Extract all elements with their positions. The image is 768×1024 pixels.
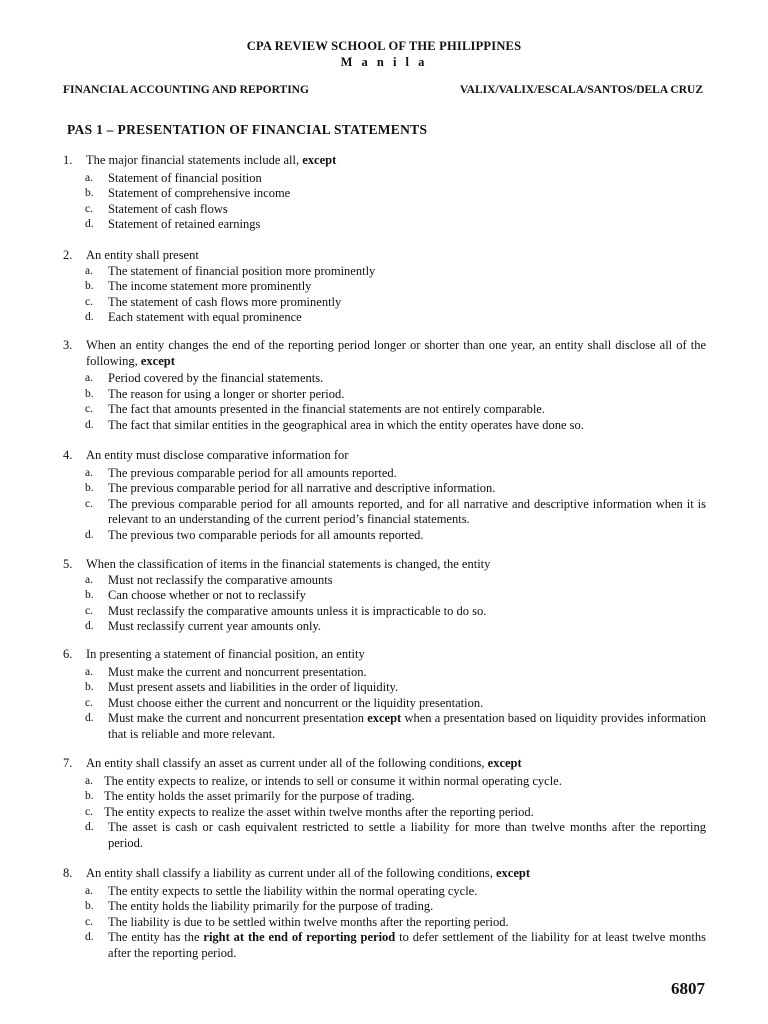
choice-d [63, 418, 706, 434]
question-number: 4. [63, 448, 73, 462]
choice-letter: a. [85, 466, 93, 479]
choice-letter: d. [85, 528, 94, 541]
choice-a [63, 171, 706, 187]
choice-letter: b. [85, 280, 94, 292]
stem-emphasis: except [487, 756, 522, 770]
stem-text: The major financial statements include all, [86, 153, 300, 167]
choice-letter: c. [85, 403, 93, 415]
choice-text: Must reclassify the comparative amounts unless it is impracticable to do so. [108, 603, 487, 618]
choice-b [63, 588, 706, 604]
choice-text: The entity expects to settle the liability within the normal operating cycle. [108, 883, 478, 898]
choice-b [63, 387, 706, 403]
choice-a [63, 264, 706, 280]
stem-text: An entity shall present [86, 248, 199, 262]
choice-c [63, 915, 706, 931]
choice-text: The previous comparable period for all narrative and descriptive information. [108, 481, 496, 495]
choice-text-continued: when a presentation based on liquidity provides information that is reliable and more relevant. [108, 711, 707, 741]
question-stem [63, 338, 706, 369]
choice-text: The liability is due to be settled within twelve months after the reporting period. [108, 914, 509, 929]
choice-letter: b. [85, 900, 94, 912]
choice-letter: a. [85, 171, 93, 184]
stem-emphasis: except [302, 153, 337, 167]
stem-text: An entity shall classify a liability as current under all of the following conditions, [86, 866, 493, 880]
choice-text: The entity holds the asset primarily for the purpose of trading. [104, 789, 415, 803]
choice-letter: d. [85, 821, 94, 833]
choice-a [63, 774, 706, 790]
question-number: 3. [63, 338, 73, 352]
question-stem [63, 248, 706, 264]
choice-emphasis: right at the end of reporting period [203, 930, 396, 944]
choice-text-continued: to defer settlement of the liability for at least twelve months after the reporting period. [108, 930, 707, 960]
choice-letter: d. [85, 311, 94, 323]
question-stem [63, 647, 706, 663]
choice-letter: b. [85, 387, 94, 400]
choice-letter: b. [85, 187, 94, 199]
question-stem [63, 448, 706, 464]
choice-d [63, 619, 706, 635]
question-number: 7. [63, 756, 73, 770]
question-1 [63, 153, 706, 233]
choice-letter: b. [85, 482, 94, 494]
choice-letter: c. [85, 604, 93, 617]
question-2 [63, 248, 706, 326]
choice-letter: b. [85, 790, 94, 802]
choice-text: The fact that similar entities in the geographical area in which the entity operates have done so. [108, 417, 584, 432]
choice-letter: b. [85, 681, 94, 693]
choice-b [63, 680, 706, 696]
choice-d [63, 217, 706, 233]
choice-text: Must reclassify current year amounts only. [108, 619, 322, 633]
choice-letter: d. [85, 931, 94, 943]
choice-letter: c. [85, 696, 93, 709]
choice-letter: c. [85, 805, 93, 818]
question-number: 1. [63, 153, 73, 167]
choice-text: Must make the current and noncurrent presentation [108, 711, 364, 725]
stem-text: When an entity changes the end of the reporting period longer or shorter than one year, an entity shall disclose all of the following, [86, 338, 706, 368]
question-stem [63, 756, 706, 772]
choice-letter: a. [85, 264, 93, 277]
choice-letter: a. [85, 372, 93, 384]
choice-text: Statement of retained earnings [108, 217, 261, 231]
choice-text: Can choose whether or not to reclassify [108, 588, 306, 602]
question-number: 8. [63, 866, 73, 880]
choice-text: The entity expects to realize the asset within twelve months after the reporting period. [104, 804, 534, 819]
choice-d [63, 820, 706, 851]
choice-c [63, 295, 706, 311]
choice-a [63, 665, 706, 681]
choice-text: The fact that amounts presented in the financial statements are not entirely comparable. [108, 402, 545, 416]
choice-letter: c. [85, 915, 93, 928]
stem-text: When the classification of items in the financial statements is changed, the entity [86, 557, 491, 571]
stem-emphasis: except [140, 353, 175, 368]
choice-letter: d. [85, 620, 94, 632]
choice-text: The entity expects to realize, or intends to sell or consume it within normal operating cycle. [104, 773, 562, 788]
question-5 [63, 557, 706, 635]
choice-d [63, 930, 706, 961]
choice-d [63, 310, 706, 326]
choice-letter: a. [85, 774, 93, 787]
choice-d [63, 711, 706, 742]
choice-text: The previous comparable period for all amounts reported, and for all narrative and descriptive information when it is relevant to an understanding of the current period’s financial statements. [108, 496, 706, 526]
question-7 [63, 756, 706, 851]
choice-c [63, 497, 706, 528]
choice-letter: a. [85, 884, 93, 897]
choice-c [63, 202, 706, 218]
choice-text: Statement of financial position [108, 170, 262, 185]
choice-text: Must not reclassify the comparative amounts [108, 572, 333, 587]
choice-text: Statement of cash flows [108, 201, 228, 216]
question-number: 6. [63, 647, 73, 661]
choice-text: Each statement with equal prominence [108, 310, 302, 324]
section-title: PAS 1 – PRESENTATION OF FINANCIAL STATEMENTS [67, 122, 428, 137]
choice-text: The income statement more prominently [108, 279, 312, 293]
choice-b [63, 789, 706, 805]
choice-c [63, 402, 706, 418]
choice-letter: c. [85, 497, 93, 510]
stem-text: An entity must disclose comparative information for [86, 448, 349, 462]
question-8 [63, 866, 706, 961]
school-name: CPA REVIEW SCHOOL OF THE PHILIPPINES [246, 39, 522, 53]
choice-emphasis: except [367, 711, 402, 725]
question-6 [63, 647, 706, 742]
choice-text: Must choose either the current and noncurrent or the liquidity presentation. [108, 695, 484, 710]
choice-a [63, 371, 706, 387]
choice-c [63, 805, 706, 821]
stem-text: In presenting a statement of financial position, an entity [86, 647, 365, 661]
choice-letter: c. [85, 202, 93, 215]
choice-letter: a. [85, 665, 93, 678]
choice-b [63, 481, 706, 497]
choice-letter: d. [85, 218, 94, 230]
stem-text: An entity shall classify an asset as current under all of the following conditions, [86, 756, 485, 770]
question-4 [63, 448, 706, 543]
choice-text: The previous two comparable periods for all amounts reported. [108, 527, 424, 542]
choice-text: The asset is cash or cash equivalent restricted to settle a liability for more than twelve months after the reporting period. [108, 820, 706, 850]
choice-letter: d. [85, 712, 94, 724]
choice-text: The entity has the [108, 930, 200, 944]
question-3 [63, 338, 706, 433]
choice-text: The previous comparable period for all amounts reported. [108, 465, 397, 480]
question-stem [63, 153, 706, 169]
choice-b [63, 899, 706, 915]
question-stem [63, 866, 706, 882]
choice-letter: b. [85, 589, 94, 601]
choice-c [63, 604, 706, 620]
choice-letter: a. [85, 573, 93, 586]
question-number: 5. [63, 557, 73, 571]
choice-text: The reason for using a longer or shorter period. [108, 386, 345, 401]
choice-c [63, 696, 706, 712]
question-stem [63, 557, 706, 573]
choice-a [63, 573, 706, 589]
choice-letter: d. [85, 418, 94, 431]
choice-text: Period covered by the financial statements. [108, 371, 324, 385]
page-number: 6807 [671, 979, 705, 998]
question-number: 2. [63, 248, 73, 262]
subject-title: FINANCIAL ACCOUNTING AND REPORTING [63, 84, 309, 96]
choice-a [63, 884, 706, 900]
choice-d [63, 528, 706, 544]
choice-letter: c. [85, 295, 93, 308]
authors: VALIX/VALIX/ESCALA/SANTOS/DELA CRUZ [459, 84, 703, 96]
choice-text: Statement of comprehensive income [108, 186, 291, 200]
choice-text: The statement of cash flows more prominently [108, 294, 342, 309]
choice-b [63, 186, 706, 202]
choice-text: The entity holds the liability primarily for the purpose of trading. [108, 899, 434, 913]
choice-text: Must present assets and liabilities in the order of liquidity. [108, 680, 399, 694]
choice-a [63, 466, 706, 482]
choice-b [63, 279, 706, 295]
school-city: M a n i l a [340, 55, 428, 69]
choice-text: Must make the current and noncurrent presentation. [108, 664, 367, 679]
stem-emphasis: except [495, 866, 530, 880]
choice-text: The statement of financial position more prominently [108, 263, 376, 278]
